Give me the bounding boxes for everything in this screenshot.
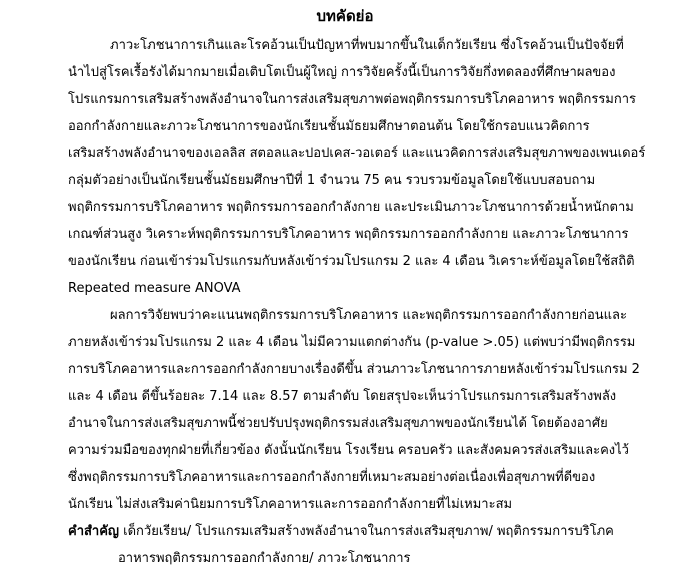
keywords-line: [68, 520, 614, 544]
paragraph-2-line: ภายหลังเข้าร่วมโปรแกรม 2 และ 4 เดือน ไม่มีความแตกต่างกัน (p-value >.05) แต่พบว่ามีพฤติกรรม: [68, 335, 636, 350]
paragraph-2-line: ซึ่งพฤติกรรมการบริโภคอาหารและการออกกำลังกายที่เหมาะสมอย่างต่อเนื่องเพื่อสุขภาพที่ดีของ: [68, 470, 596, 485]
paragraph-1-line: นำไปสู่โรคเรื้อรังได้มากมายเมื่อเติบโตเป็นผู้ใหญ่ การวิจัยครั้งนี้เป็นการวิจัยกึ่งทดลองที่ศึกษาผลของ: [68, 65, 616, 80]
paragraph-1-line: โปรแกรมการเสริมสร้างพลังอำนาจในการส่งเสริมสุขภาพต่อพฤติกรรมการบริโภคอาหาร พฤติกรรมการ: [68, 92, 637, 107]
keywords-continuation: อาหารพฤติกรรมการออกกำลังกาย/ ภาวะโภชนาการ: [118, 551, 411, 566]
paragraph-2-line: ผลการวิจัยพบว่าคะแนนพฤติกรรมการบริโภคอาหาร และพฤติกรรมการออกกำลังกายก่อนและ: [110, 308, 627, 323]
paragraph-2-line: และ 4 เดือน ดีขึ้นร้อยละ 7.14 และ 8.57 ตามลำดับ โดยสรุปจะเห็นว่าโปรแกรมการเสริมสร้างพลัง: [68, 389, 617, 404]
keywords-label: คำสำคัญ: [68, 524, 120, 539]
paragraph-2-line: ความร่วมมือของทุกฝ่ายที่เกี่ยวข้อง ดังนั้นนักเรียน โรงเรียน ครอบครัว และสังคมควรส่งเสริมและคงไว้: [68, 443, 629, 458]
paragraph-2-line: การบริโภคอาหารและการออกกำลังกายบางเรื่องดีขึ้น ส่วนภาวะโภชนาการภายหลังเข้าร่วมโปรแกรม 2: [68, 362, 640, 377]
keywords-text: เด็กวัยเรียน/ โปรแกรมเสริมสร้างพลังอำนาจในการส่งเสริมสุขภาพ/ พฤติกรรมการบริโภค: [123, 524, 614, 539]
paragraph-1-line: ออกกำลังกายและภาวะโภชนาการของนักเรียนชั้นมัธยมศึกษาตอนต้น โดยใช้กรอบแนวคิดการ: [68, 119, 590, 134]
paragraph-1-line: กลุ่มตัวอย่างเป็นนักเรียนชั้นมัธยมศึกษาปีที่ 1 จำนวน 75 คน รวบรวมข้อมูลโดยใช้แบบสอบถาม: [68, 173, 596, 188]
paragraph-2-line: นักเรียน ไม่ส่งเสริมค่านิยมการบริโภคอาหารและการออกกำลังกายที่ไม่เหมาะสม: [68, 497, 513, 512]
paragraph-1-line: ของนักเรียน ก่อนเข้าร่วมโปรแกรมกับหลังเข้าร่วมโปรแกรม 2 และ 4 เดือน วิเคราะห์ข้อมูลโดยใช้สถิติ: [68, 254, 635, 269]
paragraph-2-line: อำนาจในการส่งเสริมสุขภาพนี้ช่วยปรับปรุงพฤติกรรมส่งเสริมสุขภาพของนักเรียนได้ โดยต้องอาศัย: [68, 416, 608, 431]
paragraph-1-line: เกณฑ์ส่วนสูง วิเคราะห์พฤติกรรมการบริโภคอาหาร พฤติกรรมการออกกำลังกาย และภาวะโภชนาการ: [68, 227, 629, 242]
abstract-title: บทคัดย่อ: [316, 7, 374, 25]
paragraph-1-line: เสริมสร้างพลังอำนาจของเอลลิส สตอลและปอปเคส-วอเตอร์ และแนวคิดการส่งเสริมสุขภาพของเพนเดอร์: [68, 146, 646, 161]
paragraph-1-line: ภาวะโภชนาการเกินและโรคอ้วนเป็นปัญหาที่พบมากขึ้นในเด็กวัยเรียน ซึ่งโรคอ้วนเป็นปัจจัยที่: [110, 38, 624, 53]
paragraph-1-line: Repeated measure ANOVA: [68, 281, 241, 296]
paragraph-1-line: พฤติกรรมการบริโภคอาหาร พฤติกรรมการออกกำลังกาย และประเมินภาวะโภชนาการด้วยน้ำหนักตาม: [68, 200, 634, 215]
